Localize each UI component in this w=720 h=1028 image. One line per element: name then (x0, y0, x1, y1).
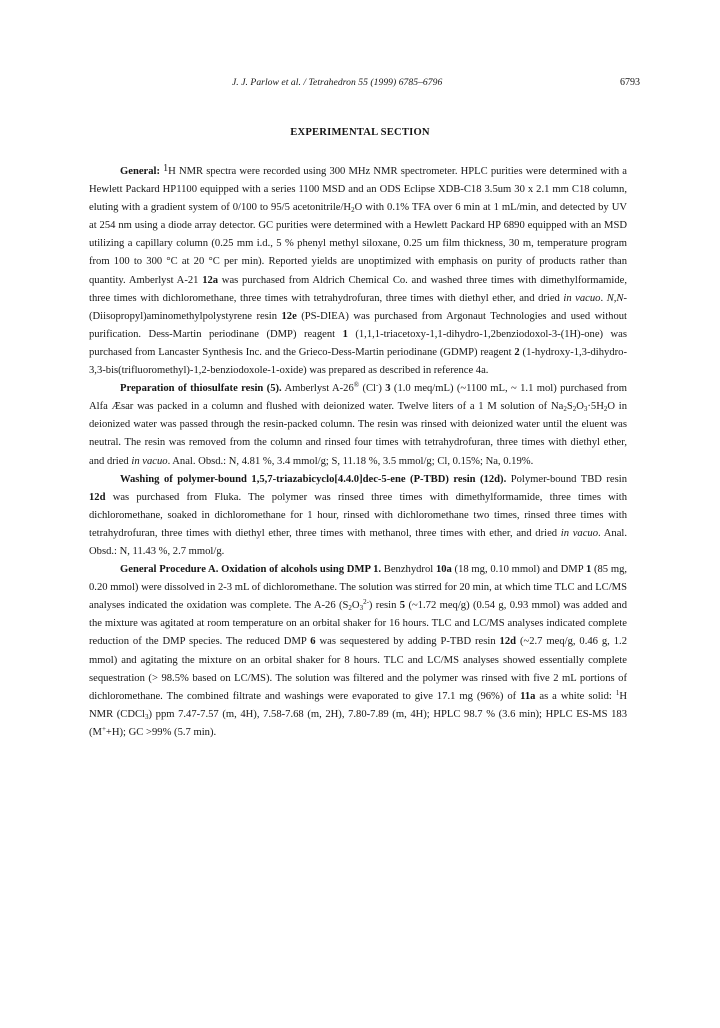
compound-ref: 1 (585, 564, 592, 576)
compound-ref: 12d (499, 636, 517, 648)
page-number: 6793 (620, 77, 640, 88)
compound-ref: 12d (89, 491, 106, 503)
ptbd-heading: Washing of polymer-bound 1,5,7-triazabicyclo[4.4.0]dec-5-ene (P-TBD) resin (12d). (120, 473, 507, 485)
compound-ref: 5 (399, 600, 406, 612)
compound-ref: 2 (514, 346, 520, 358)
compound-ref: 3 (385, 383, 391, 395)
compound-ref: 12a (202, 274, 219, 286)
body-text (89, 163, 627, 742)
running-head (0, 77, 720, 93)
compound-ref: 12e (281, 310, 297, 322)
general-heading: General: (120, 166, 161, 177)
journal-citation: J. J. Parlow et al. / Tetrahedron 55 (1999) 6785–6796 (232, 77, 443, 88)
general-paragraph: General: $^1$H NMR spectra were recorded using 300 MHz NMR spectrometer. HPLC purities were determined with a Hewlett Packard HP1100 equipped with a series 1100 MSD and an ODS Eclipse XDB-C18 3.5um 30 x 2.1 mm C18 column, eluting with a gradient system of 0/100 to 95/5 acetonitrile/$H_2O$ with 0.1% TFA over 6 min at 1 mL/min, and detected by UV at 254 nm using a diode array detector. GC purities were determined with a Hewlett Packard HP 6890 equipped with an MSD utilizing a capillary column (0.25 mm i.d., 5 % phenyl methyl siloxane, 0.25 um film thickness, 30 m, temperature program from 100 to 300 °C at 20 °C per min). Reported yields are unoptimized with emphasis on purity of products rather than quantity. Amberlyst A-21 12a was purchased from Aldrich Chemical Co. and washed three times with dimethylformamide, three times with dichloromethane, three times with tetrahydrofuran, three times with diethyl ether, and dried in vacuo. N,N-(Diisopropyl)aminomethylpolystyrene resin 12e (PS-DIEA) was purchased from Argonaut Technologies and used without purification. Dess-Martin periodinane (DMP) reagent 1 (1,1,1-triacetoxy-1,1-dihydro-1,2benziodoxol-3-(1H)-one) was purchased from Lancaster Synthesis Inc. and the Grieco-Dess-Martin periodinane (GDMP) reagent 2 (1-hydroxy-1,3-dihydro-3,3-bis(trifluoromethyl)-1,2-benziodoxole-1-oxide) was prepared as described in reference 4a. (89, 163, 628, 377)
procedure-a-paragraph: General Procedure A. Oxidation of alcohols using DMP 1. Benzhydrol 10a (18 mg, 0.10 mmol) and DMP 1 (85 mg, 0.20 mmol) were dissolved in 2-3 mL of dichloromethane. The solution was stirred for 20 min, at which time TLC and LC/MS analyses indicated the oxidation was complete. The A-26 $(S_2O_3^{2-})$ resin 5 (~1.72 meq/g) (0.54 g, 0.93 mmol) was added and the mixture was agitated at room temperature on an orbital shaker for 16 hours. TLC and LC/MS analyses indicated complete reduction of the DMP species. The reduced DMP 6 was sequestered by adding P-TBD resin 12d (~2.7 meq/g, 0.46 g, 1.2 mmol) and agitating the mixture on an orbital shaker for 8 hours. TLC and LC/MS analyses showed essentially complete sequestration (> 98.5% based on LC/MS). The solution was filtered and the polymer was rinsed with five 2 mL portions of dichloromethane. The combined filtrate and washings were evaporated to give 17.1 mg (96%) of 11a as a white solid: $^1$H NMR (CDCl$_3$) ppm 7.47-7.57 (m, 4H), 7.58-7.68 (m, 2H), 7.80-7.89 (m, 4H); HPLC 98.7 % (3.6 min); HPLC ES-MS 183 (M++H); GC >99% (5.7 min). (89, 564, 628, 738)
section-title: EXPERIMENTAL SECTION (290, 127, 430, 138)
compound-ref: 1 (342, 328, 348, 340)
ptbd-paragraph: Washing of polymer-bound 1,5,7-triazabicyclo[4.4.0]dec-5-ene (P-TBD) resin (12d). Polymer-bound TBD resin 12d was purchased from Fluka. The polymer was rinsed three times with dimethylformamide, three times with dichloromethane, soaked in dichloromethane for 1 hour, rinsed with dichloromethane two times, rinsed three times with tetrahydrofuran, three times with diethyl ether, three times with methanol, three times with ether, and dried in vacuo. Anal. Obsd.: N, 11.43 %, 2.7 mmol/g. (89, 473, 628, 557)
thiosulfate-paragraph: Preparation of thiosulfate resin (5). Amberlyst A-26® (Cl-) 3 (1.0 meq/mL) (~1100 mL, ~ 1.1 mol) purchased from Alfa Æsar was packed in a column and flushed with deionized water. Twelve liters of a 1 M solution of $Na_2S_2O_3\cdot 5H_2O$ in deionized water was passed through the resin-packed column. The resin was rinsed with deionized water until the eluent was neutral. The resin was removed from the column and rinsed four times with tetrahydrofuran, three times with diethyl ether, and dried in vacuo. Anal. Obsd.: N, 4.81 %, 3.4 mmol/g; S, 11.18 %, 3.5 mmol/g; Cl, 0.15%; Na, 0.19%. (89, 381, 628, 467)
procedure-a-heading: General Procedure A. Oxidation of alcohols using DMP 1. (120, 564, 382, 576)
thiosulfate-heading: Preparation of thiosulfate resin (5). (120, 383, 282, 395)
compound-ref: 10a (435, 564, 452, 576)
compound-ref: 11a (520, 690, 536, 702)
compound-ref: 6 (310, 636, 316, 648)
